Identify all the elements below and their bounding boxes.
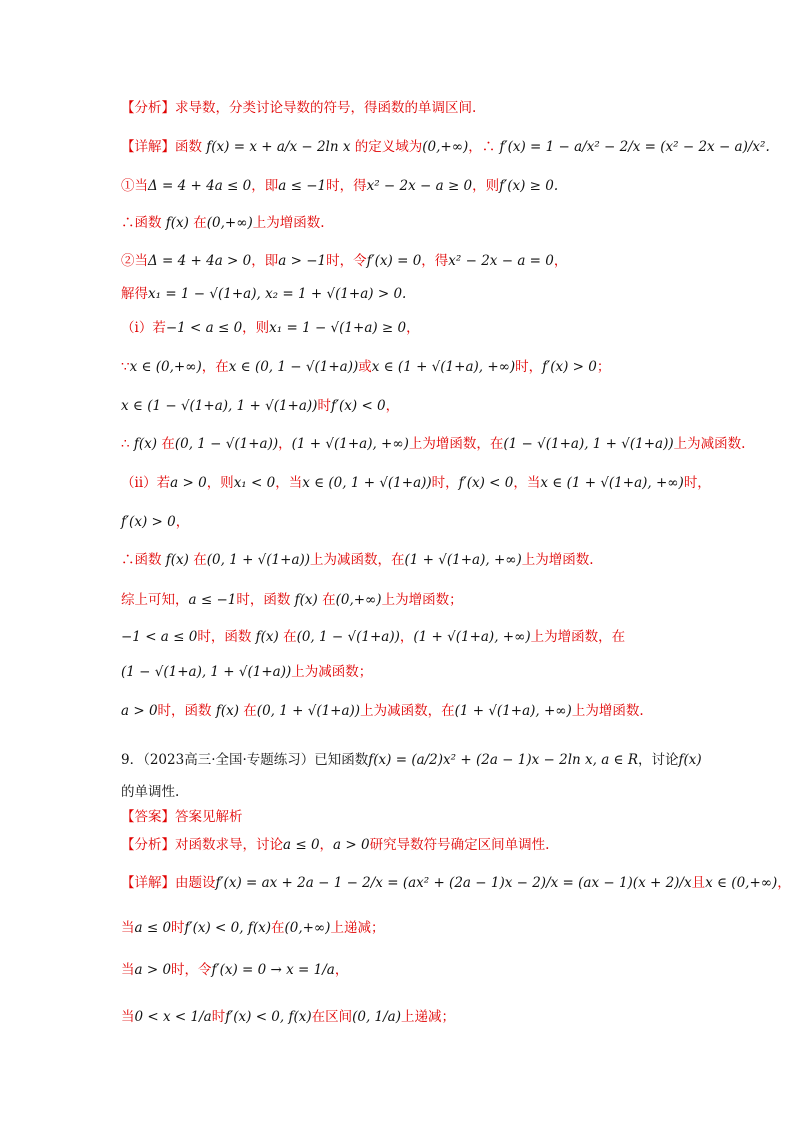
text-segment: 时， [683, 475, 711, 491]
text-segment: 在 [188, 215, 207, 231]
text-line [121, 284, 406, 304]
text-segment: 上为增函数，在 [408, 436, 504, 452]
text-segment: ， [278, 436, 292, 452]
text-segment: 对函数求导，讨论 [175, 837, 283, 853]
math-expression: f′(x) < 0, f(x) [184, 920, 271, 936]
text-segment: 当 [121, 920, 135, 936]
math-expression: (0,+∞) [206, 215, 253, 231]
text-line [121, 98, 476, 118]
math-expression: f′(x) = 0 → x = 1/a [211, 962, 335, 978]
math-expression: a > 0 [121, 703, 158, 719]
text-segment: 时，函数 [157, 703, 216, 719]
text-line [121, 627, 625, 647]
math-expression: f(x) = (a/2)x² + (2a − 1)x − 2ln x, a ∈ R [368, 752, 638, 768]
text-line [121, 782, 179, 802]
math-expression: 0 < x < 1/a [134, 1009, 212, 1025]
text-line [121, 176, 558, 196]
text-segment: 时，令 [171, 962, 212, 978]
math-expression: (1 − √(1+a), 1 + √(1+a)) [121, 664, 292, 680]
text-segment: ，讨论 [638, 752, 679, 768]
math-expression: f(x) [215, 703, 239, 719]
text-line [121, 1007, 455, 1027]
text-line [121, 550, 594, 570]
text-segment: ； [596, 359, 611, 375]
math-expression: a ≤ 0 [283, 837, 320, 853]
math-expression: f(x) [255, 629, 279, 645]
text-line [121, 807, 243, 827]
text-segment: 在区间 [311, 1009, 353, 1025]
math-expression: (1 − √(1+a), 1 + √(1+a)) [503, 436, 674, 452]
text-segment: 9．（2023高三·全国·专题练习）已知函数 [121, 752, 369, 768]
math-expression: −1 < a ≤ 0 [165, 320, 243, 336]
math-expression: x ∈ (1 + √(1+a), +∞) [540, 475, 684, 491]
text-line [121, 318, 420, 338]
text-segment: ∴ [121, 436, 134, 452]
math-expression: f′(x) = 0 [366, 253, 422, 269]
math-expression: f(x) [133, 436, 158, 452]
text-segment: ，在 [201, 359, 229, 375]
text-line [121, 662, 372, 682]
text-segment: ，∴ [468, 139, 500, 155]
text-line [121, 434, 745, 454]
text-segment: ， [553, 253, 568, 269]
math-expression: (1 + √(1+a), +∞) [413, 629, 531, 645]
math-expression: (0,+∞) [335, 592, 382, 608]
math-expression: a ≤ −1 [278, 178, 327, 194]
math-expression: x ∈ (1 + √(1+a), +∞) [371, 359, 516, 375]
text-line [121, 213, 325, 233]
math-expression: (0, 1 + √(1+a)) [206, 552, 311, 568]
text-segment: 时 [211, 1009, 226, 1025]
text-line [121, 750, 702, 770]
math-expression: f(x) [165, 215, 189, 231]
text-segment: 时，函数 [236, 592, 295, 608]
text-line [121, 357, 610, 377]
text-segment: 研究导数符号确定区间单调性. [369, 837, 550, 853]
text-segment: 由题设 [175, 875, 216, 891]
math-expression: a > 0 [170, 475, 207, 491]
text-segment: 上为增函数. [571, 703, 644, 719]
math-expression: Δ = 4 + 4a ≤ 0 [148, 178, 252, 194]
text-segment: 或 [358, 359, 372, 375]
math-expression: f′(x) < 0 [330, 398, 386, 414]
text-segment: 上为减函数，在 [310, 552, 405, 568]
text-segment: 的单调性. [121, 784, 180, 800]
text-segment: 上递减； [330, 920, 385, 936]
section-tag: 【详解】 [121, 139, 175, 155]
text-segment: 时， [431, 475, 459, 491]
math-expression: f′(x) < 0 [458, 475, 514, 491]
text-segment: 在 [270, 920, 285, 936]
text-line [121, 835, 549, 855]
math-expression: a ≤ 0 [134, 920, 172, 936]
section-tag: 【分析】 [121, 837, 175, 853]
text-segment: 时，函数 [197, 629, 256, 645]
text-segment: 且 [691, 875, 706, 891]
text-segment: 时 [317, 398, 331, 414]
text-line [121, 960, 348, 980]
text-segment: ， [406, 320, 420, 336]
text-segment: 在 [157, 436, 175, 452]
text-segment: 上为减函数. [673, 436, 746, 452]
section-tag: 【详解】 [121, 875, 175, 891]
math-expression: (1 + √(1+a), +∞) [404, 552, 522, 568]
text-segment: ， [777, 875, 791, 891]
text-segment: 求导数，分类讨论导数的符号，得函数的单调区间. [175, 100, 477, 116]
text-segment: ，即 [251, 253, 279, 269]
math-expression: (0, 1/a) [352, 1009, 402, 1025]
text-line [121, 512, 189, 532]
text-segment: （ⅰ）若 [121, 320, 166, 336]
text-segment: 上递减； [401, 1009, 456, 1025]
math-expression: (0,+∞) [284, 920, 331, 936]
text-segment: 上为增函数； [381, 592, 463, 608]
text-segment: 在 [239, 703, 257, 719]
text-line [121, 873, 791, 893]
text-line [121, 918, 384, 938]
text-segment: 在 [188, 552, 207, 568]
text-segment: 当 [121, 962, 135, 978]
math-expression: x₁ = 1 − √(1+a) ≥ 0 [269, 320, 407, 336]
math-expression: a ≤ −1 [188, 592, 237, 608]
text-segment: （ⅱ）若 [121, 475, 171, 491]
math-expression: −1 < a ≤ 0 [121, 629, 198, 645]
text-segment: 在 [278, 629, 297, 645]
section-tag: 【分析】 [121, 100, 175, 116]
math-expression: a > −1 [278, 253, 327, 269]
text-segment: ， [385, 398, 400, 414]
text-segment: ， [175, 514, 190, 530]
math-expression: x² − 2x − a ≥ 0 [366, 178, 473, 194]
math-expression: x ∈ (0, 1 − √(1+a)) [228, 359, 359, 375]
text-segment: ∵ [121, 359, 130, 375]
text-segment: ， [334, 962, 349, 978]
text-line [121, 590, 463, 610]
text-segment: ， [319, 837, 334, 853]
text-segment: ， [399, 629, 414, 645]
text-segment: 上为增函数. [521, 552, 594, 568]
text-segment: ∴函数 [121, 552, 166, 568]
text-segment: ，即 [251, 178, 279, 194]
text-segment: 的定义域为 [350, 139, 423, 155]
text-line [121, 137, 770, 157]
text-segment: ，则 [472, 178, 500, 194]
text-segment: ，当 [275, 475, 303, 491]
text-segment: 时 [171, 920, 185, 936]
math-expression: x ∈ (0,+∞) [129, 359, 202, 375]
text-segment: 函数 [175, 139, 207, 155]
text-line [121, 396, 399, 416]
text-segment: 在 [317, 592, 336, 608]
text-segment: ，得 [421, 253, 449, 269]
math-expression: f′(x) > 0 [121, 514, 176, 530]
math-expression: (0, 1 − √(1+a)) [296, 629, 400, 645]
math-expression: a > 0 [333, 837, 370, 853]
text-segment: 综上可知， [121, 592, 189, 608]
math-expression: f(x) [165, 552, 189, 568]
math-expression: f′(x) = ax + 2a − 1 − 2/x = (ax² + (2a − 1)x − 2)/x = (ax − 1)(x + 2)/x [215, 875, 692, 891]
math-expression: (1 + √(1+a), +∞) [291, 436, 409, 452]
math-expression: x₁ < 0 [233, 475, 276, 491]
math-expression: x ∈ (0, 1 + √(1+a)) [302, 475, 432, 491]
math-expression: x ∈ (1 − √(1+a), 1 + √(1+a)) [121, 398, 318, 414]
text-segment: 时，得 [326, 178, 367, 194]
math-expression: f′(x) > 0 [542, 359, 597, 375]
math-expression: f′(x) = 1 − a/x² − 2/x = (x² − 2x − a)/x². [499, 139, 770, 155]
math-expression: (0, 1 + √(1+a)) [256, 703, 361, 719]
text-segment: 解得 [121, 286, 148, 302]
math-expression: f′(x) < 0, f(x) [225, 1009, 312, 1025]
math-expression: f(x) = x + a/x − 2ln x [206, 139, 351, 155]
math-expression: x ∈ (0,+∞) [705, 875, 778, 891]
text-segment: ，当 [513, 475, 541, 491]
text-segment: 答案见解析 [175, 809, 243, 825]
math-expression: f(x) [294, 592, 318, 608]
text-segment: 上为减函数，在 [360, 703, 455, 719]
text-segment: 上为增函数，在 [530, 629, 626, 645]
text-segment: 当 [121, 1009, 135, 1025]
math-expression: (1 + √(1+a), +∞) [454, 703, 572, 719]
text-segment: ∴函数 [121, 215, 166, 231]
math-expression: (0, 1 − √(1+a)) [174, 436, 279, 452]
math-expression: f(x) [678, 752, 702, 768]
text-segment: ①当 [121, 178, 148, 194]
math-expression: Δ = 4 + 4a > 0 [148, 253, 252, 269]
text-segment: 上为减函数； [291, 664, 373, 680]
text-line [121, 251, 567, 271]
text-segment: ②当 [121, 253, 148, 269]
text-segment: 上为增函数. [252, 215, 325, 231]
math-expression: a > 0 [134, 962, 172, 978]
math-expression: x₁ = 1 − √(1+a), x₂ = 1 + √(1+a) > 0. [148, 286, 407, 302]
text-line [121, 701, 644, 721]
text-segment: 时，令 [326, 253, 367, 269]
text-segment: 时， [515, 359, 543, 375]
text-line [121, 473, 711, 493]
math-expression: x² − 2x − a = 0 [448, 253, 554, 269]
text-segment: ，则 [242, 320, 270, 336]
text-segment: ，则 [206, 475, 234, 491]
math-expression: (0,+∞) [422, 139, 469, 155]
math-expression: f′(x) ≥ 0. [499, 178, 559, 194]
section-tag: 【答案】 [121, 809, 175, 825]
